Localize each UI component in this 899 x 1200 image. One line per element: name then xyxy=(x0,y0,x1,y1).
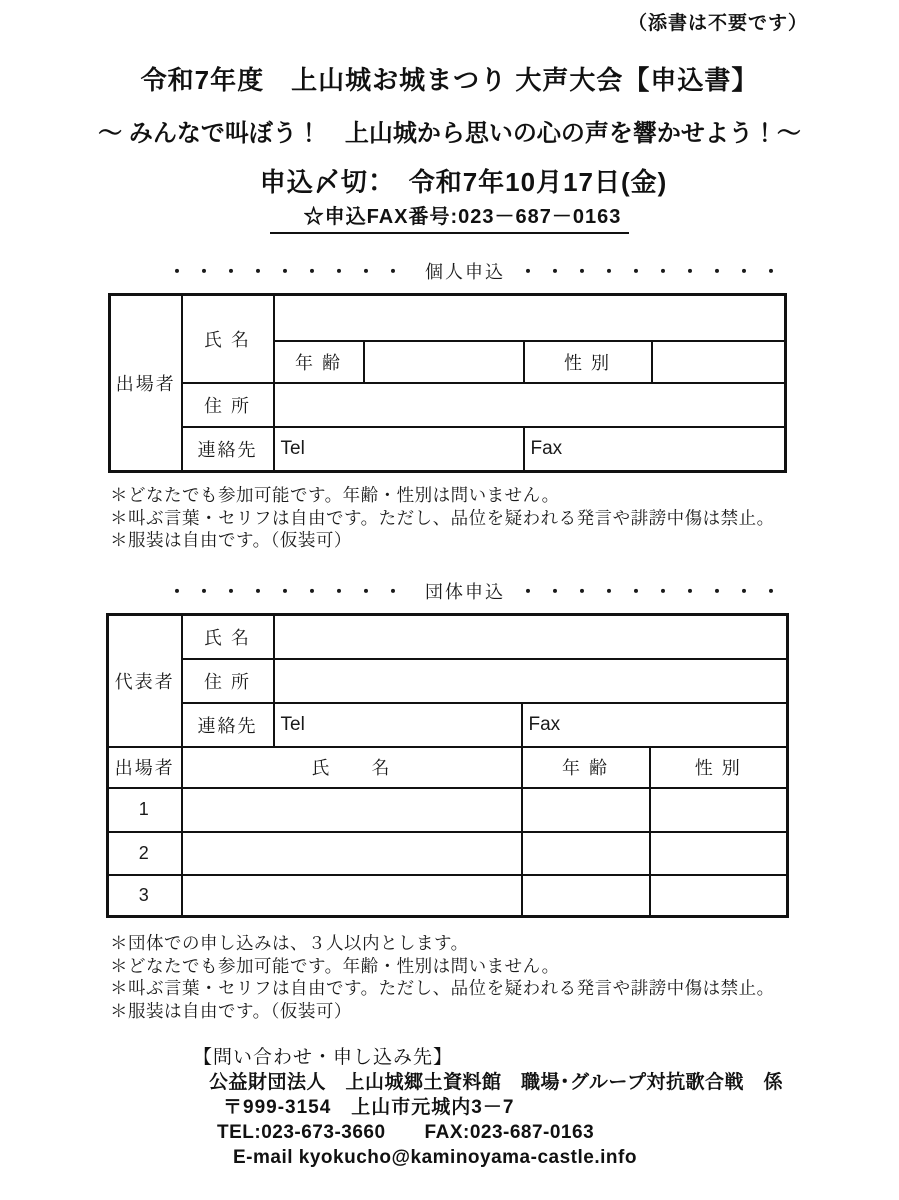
member-1-gender-field[interactable] xyxy=(650,788,788,832)
note-line: ＊叫ぶ言葉・セリフは自由です。ただし、品位を疑われる発言や誹謗中傷は禁止。 xyxy=(110,507,775,528)
member-2-name-field[interactable] xyxy=(182,832,522,875)
rep-fax-field[interactable]: Fax xyxy=(522,703,788,747)
group-application-table xyxy=(106,613,789,918)
application-deadline: 申込〆切： 令和7年10月17日(金) xyxy=(259,167,668,197)
individual-name-field[interactable] xyxy=(274,295,786,341)
individual-tel-field[interactable]: Tel xyxy=(274,427,524,472)
organization-name: 公益財団法人 上山城郷土資料館 職場･グループ対抗歌合戦 係 xyxy=(209,1072,783,1093)
individual-section-label: 個人申込 xyxy=(425,262,505,282)
fax-number-line-wrap xyxy=(0,200,899,234)
member-row-number: 2 xyxy=(108,832,182,875)
member-2-age-field[interactable] xyxy=(522,832,650,875)
member-age-header: 年 齢 xyxy=(522,747,650,788)
individual-fax-field[interactable]: Fax xyxy=(524,427,786,472)
member-3-age-field[interactable] xyxy=(522,875,650,917)
member-2-gender-field[interactable] xyxy=(650,832,788,875)
age-label: 年 齢 xyxy=(274,341,364,383)
note-line: ＊叫ぶ言葉・セリフは自由です。ただし、品位を疑われる発言や誹謗中傷は禁止。 xyxy=(110,978,775,998)
note-line: ＊団体での申し込みは、３人以内とします。 xyxy=(110,933,469,953)
member-row-number: 3 xyxy=(108,875,182,917)
member-3-gender-field[interactable] xyxy=(650,875,788,917)
form-title: 令和7年度 上山城お城まつり 大声大会【申込書】 xyxy=(140,65,759,95)
group-participant-header: 出場者 xyxy=(108,747,182,788)
member-3-name-field[interactable] xyxy=(182,875,522,917)
member-gender-header: 性 別 xyxy=(650,747,788,788)
individual-section-header xyxy=(168,258,789,284)
individual-application-table xyxy=(108,293,787,473)
rep-address-field[interactable] xyxy=(274,659,788,703)
rep-contact-label: 連絡先 xyxy=(182,703,274,747)
group-section-header xyxy=(168,578,789,604)
note-line: ＊どなたでも参加可能です。年齢・性別は問いません。 xyxy=(110,955,560,976)
member-1-name-field[interactable] xyxy=(182,788,522,832)
gender-label: 性 別 xyxy=(524,341,652,383)
individual-address-field[interactable] xyxy=(274,383,786,427)
form-slogan: ～ みんなで叫ぼう！ 上山城から思いの心の声を響かせよう！～ xyxy=(98,120,801,147)
contact-heading: 【問い合わせ・申し込み先】 xyxy=(193,1047,454,1068)
contact-footer xyxy=(193,1045,783,1170)
rep-name-label: 氏 名 xyxy=(182,615,274,659)
representative-row-header: 代表者 xyxy=(108,615,182,747)
attachment-not-required-note: （添書は不要です） xyxy=(628,13,809,34)
tel-fax-numbers: TEL:023-673-3660 FAX:023-687-0163 xyxy=(217,1122,595,1143)
postal-address: 〒999-3154 上山市元城内3－7 xyxy=(223,1097,515,1118)
address-label: 住 所 xyxy=(182,383,274,427)
email-address: E-mail kyokucho@kaminoyama-castle.info xyxy=(233,1147,637,1168)
rep-tel-field[interactable]: Tel xyxy=(274,703,522,747)
member-row-number: 1 xyxy=(108,788,182,832)
dots-left: ・・・・・・・・・ xyxy=(168,582,411,602)
group-notes xyxy=(110,932,775,1022)
individual-gender-field[interactable] xyxy=(652,341,786,383)
contact-label: 連絡先 xyxy=(182,427,274,472)
dots-left: ・・・・・・・・・ xyxy=(168,262,411,282)
rep-address-label: 住 所 xyxy=(182,659,274,703)
individual-age-field[interactable] xyxy=(364,341,524,383)
participant-row-header: 出場者 xyxy=(110,295,182,472)
rep-name-field[interactable] xyxy=(274,615,788,659)
member-name-header: 氏 名 xyxy=(182,747,522,788)
name-label: 氏 名 xyxy=(182,295,274,383)
note-line: ＊どなたでも参加可能です。年齢・性別は問いません。 xyxy=(110,485,560,505)
individual-notes xyxy=(110,484,775,552)
application-fax-number: ☆申込FAX番号:023－687－0163 xyxy=(270,200,630,234)
member-1-age-field[interactable] xyxy=(522,788,650,832)
note-line: ＊服装は自由です。（仮装可） xyxy=(110,530,352,550)
group-section-label: 団体申込 xyxy=(425,582,505,602)
dots-right: ・・・・・・・・・・ xyxy=(519,262,789,282)
note-line: ＊服装は自由です。（仮装可） xyxy=(110,1000,352,1021)
dots-right: ・・・・・・・・・・ xyxy=(519,582,789,602)
